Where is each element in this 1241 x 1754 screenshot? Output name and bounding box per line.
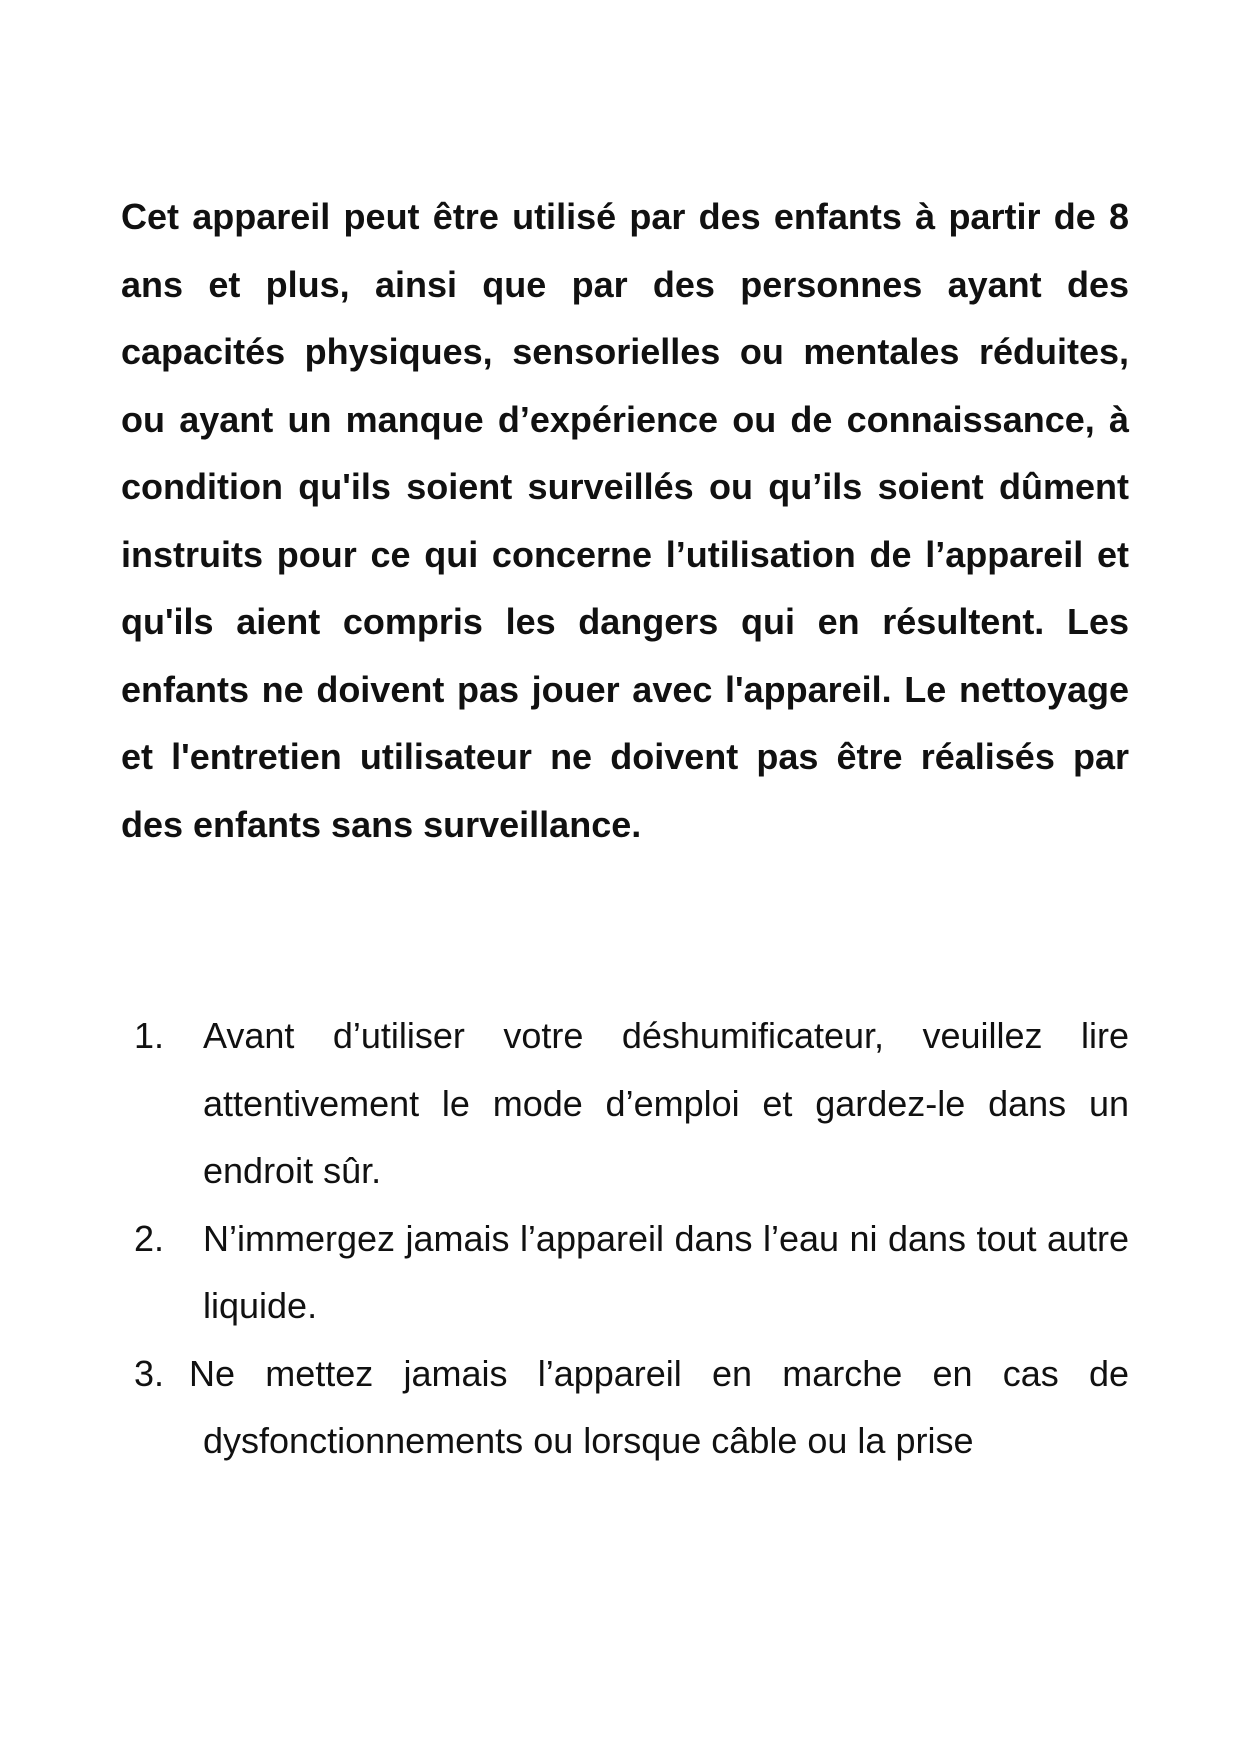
list-item <box>121 1002 1129 1205</box>
list-item <box>121 1205 1129 1340</box>
list-item-text: N’immergez jamais l’appareil dans l’eau ni dans tout autre liquide. <box>203 1217 1129 1326</box>
list-item-text: Ne mettez jamais l’appareil en marche en cas de dysfonctionnements ou lorsque câble ou la prise <box>189 1352 1129 1461</box>
list-item-number: 1. <box>134 1015 165 1056</box>
safety-warning-paragraph: Cet appareil peut être utilisé par des enfants à partir de 8 ans et plus, ainsi que par des personnes ayant des capacités physiques, sensorielles ou mentales réduites, ou ayant un manque d’expérience ou de connaissance, à condition qu'ils soient surveillés ou qu’ils soient dûment instruits pour ce qui concerne l’utilisation de l’appareil et qu'ils aient compris les dangers qui en résultent. Les enfants ne doivent pas jouer avec l'appareil. Le nettoyage et l'entretien utilisateur ne doivent pas être réalisés par des enfants sans surveillance. <box>121 196 1129 845</box>
list-item-text: Avant d’utiliser votre déshumificateur, veuillez lire attentivement le mode d’emploi et gardez-le dans un endroit sûr. <box>203 1015 1129 1191</box>
instruction-list <box>121 1002 1129 1475</box>
list-item-number: 2. <box>134 1217 165 1259</box>
list-item <box>121 1340 1129 1475</box>
list-item-number: 3. <box>134 1352 165 1394</box>
